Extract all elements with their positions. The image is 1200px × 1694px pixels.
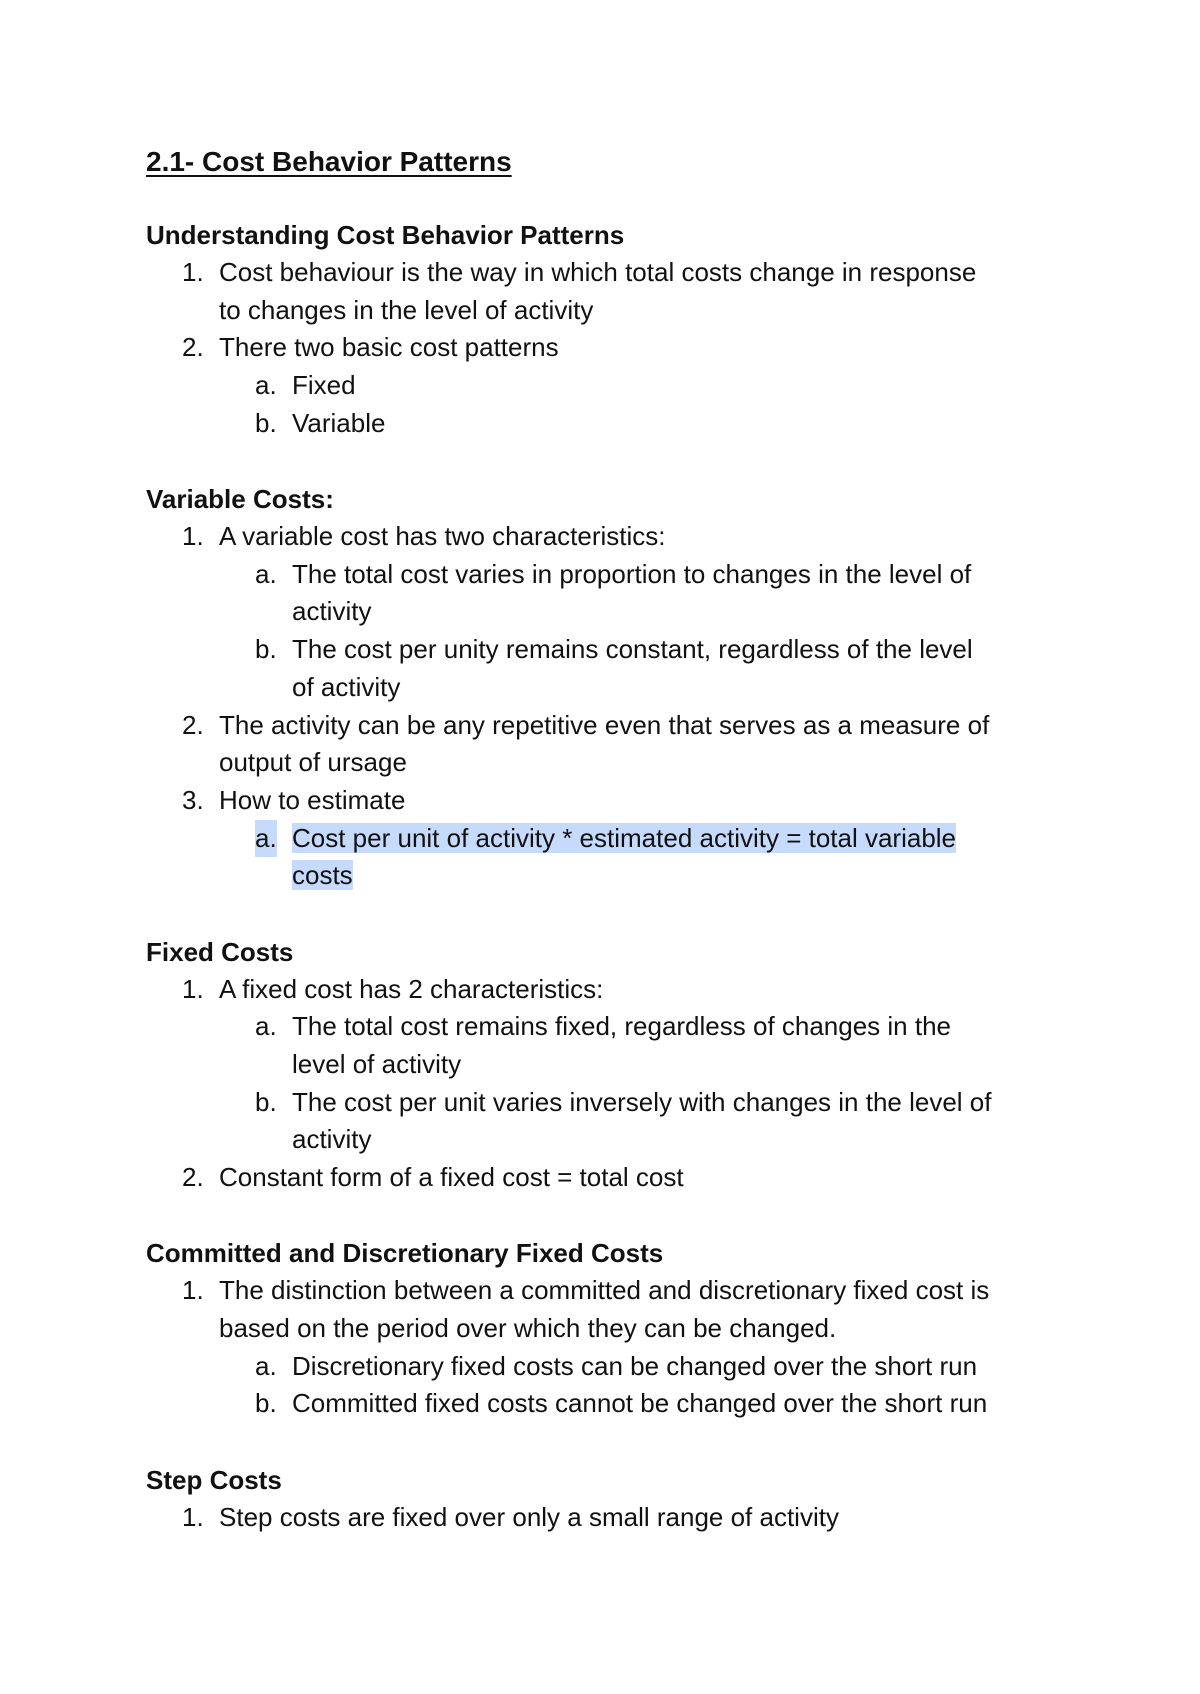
- list-marker: a.: [255, 558, 277, 589]
- list-marker: 1.: [182, 257, 204, 287]
- section-step-costs: [146, 1461, 1076, 1537]
- list-item-text: The activity can be any repetitive even that serves as a measure of: [219, 709, 990, 740]
- section-fixed-costs: [146, 933, 1076, 1197]
- list-item-text-continued: of activity: [292, 671, 401, 702]
- section-heading: Committed and Discretionary Fixed Costs: [146, 1238, 664, 1269]
- list-marker: a.: [255, 1350, 277, 1381]
- highlighted-text: Cost per unit of activity * estimated activity = total variable: [292, 822, 957, 853]
- numbered-list: [146, 518, 1076, 556]
- section-committed-discretionary: [146, 1234, 1076, 1423]
- list-marker: 1.: [182, 1501, 204, 1532]
- list-item: [146, 1348, 1076, 1386]
- numbered-list: [146, 254, 1076, 367]
- list-item-text-continued: to changes in the level of activity: [219, 294, 594, 325]
- section-heading: Variable Costs:: [146, 484, 334, 515]
- list-item-text: Fixed: [292, 370, 356, 401]
- list-marker: b.: [255, 1388, 277, 1419]
- list-marker: 1.: [182, 1275, 204, 1306]
- list-item-text: A fixed cost has 2 characteristics:: [219, 973, 604, 1004]
- list-marker: 3.: [182, 784, 204, 815]
- list-item-text: The cost per unit varies inversely with changes in the level of: [292, 1086, 992, 1117]
- list-item-text: The distinction between a committed and discretionary fixed cost is: [219, 1275, 990, 1306]
- list-item: [146, 1272, 1076, 1347]
- section-variable-costs: [146, 480, 1076, 895]
- section-understanding-cost-behavior: [146, 216, 1076, 443]
- list-item: [146, 1385, 1076, 1423]
- numbered-list: [146, 1499, 1076, 1537]
- list-item-text: A variable cost has two characteristics:: [219, 521, 666, 552]
- list-item-text: Step costs are fixed over only a small range of activity: [219, 1501, 839, 1532]
- numbered-list: [146, 1159, 1076, 1197]
- numbered-list: [146, 1272, 1076, 1347]
- lettered-list: [146, 1008, 1076, 1159]
- list-item-text: The cost per unity remains constant, regardless of the level: [292, 634, 973, 665]
- list-item-text: Committed fixed costs cannot be changed over the short run: [292, 1388, 988, 1419]
- list-item-text: Discretionary fixed costs can be changed over the short run: [292, 1350, 978, 1381]
- list-item: [146, 518, 1076, 556]
- lettered-list: [146, 820, 1076, 895]
- list-item-text-continued: output of ursage: [219, 747, 407, 778]
- lettered-list: [146, 367, 1076, 442]
- list-item: [146, 971, 1076, 1009]
- list-item-text: The total cost varies in proportion to changes in the level of: [292, 558, 972, 589]
- list-item-text-continued: based on the period over which they can be changed.: [219, 1312, 837, 1343]
- list-item: [146, 631, 1076, 706]
- section-heading: Step Costs: [146, 1464, 282, 1495]
- list-item: [146, 254, 1076, 329]
- list-item-text: Cost behaviour is the way in which total costs change in response: [219, 257, 977, 287]
- list-item-text-continued: level of activity: [292, 1048, 462, 1079]
- list-item: [146, 707, 1076, 782]
- list-marker: b.: [255, 1086, 277, 1117]
- list-item-text: Variable: [292, 407, 386, 438]
- lettered-list: [146, 556, 1076, 707]
- list-item: [146, 1499, 1076, 1537]
- list-item-text-continued: activity: [292, 1124, 372, 1155]
- document-body: [146, 140, 1076, 1574]
- list-marker: a.: [255, 370, 277, 401]
- list-marker: 1.: [182, 521, 204, 552]
- list-item-text-continued: activity: [292, 596, 372, 627]
- list-item: [146, 405, 1076, 443]
- numbered-list: [146, 707, 1076, 820]
- list-marker: 2.: [182, 1162, 204, 1193]
- list-item-text: There two basic cost patterns: [219, 332, 559, 363]
- highlighted-text-continued: costs: [292, 860, 353, 891]
- lettered-list: [146, 1348, 1076, 1423]
- list-item-text: How to estimate: [219, 784, 406, 815]
- list-item: [146, 1084, 1076, 1159]
- list-item: [146, 367, 1076, 405]
- section-heading: Fixed Costs: [146, 936, 294, 967]
- list-marker: a.: [255, 820, 277, 858]
- list-marker: a.: [255, 1011, 277, 1042]
- list-item-text: The total cost remains fixed, regardless of changes in the: [292, 1011, 952, 1042]
- highlighted-list-item: [146, 820, 1076, 895]
- list-item: [146, 1159, 1076, 1197]
- list-marker: 2.: [182, 709, 204, 740]
- numbered-list: [146, 971, 1076, 1009]
- list-item: [146, 1008, 1076, 1083]
- list-item-text: Constant form of a fixed cost = total cost: [219, 1162, 684, 1193]
- document-title: 2.1- Cost Behavior Patterns: [146, 146, 512, 177]
- list-marker: b.: [255, 407, 277, 438]
- list-item: [146, 556, 1076, 631]
- list-item: [146, 329, 1076, 367]
- list-item: [146, 782, 1076, 820]
- list-marker: 2.: [182, 332, 204, 363]
- list-marker: b.: [255, 634, 277, 665]
- list-marker: 1.: [182, 973, 204, 1004]
- section-heading: Understanding Cost Behavior Patterns: [146, 220, 625, 250]
